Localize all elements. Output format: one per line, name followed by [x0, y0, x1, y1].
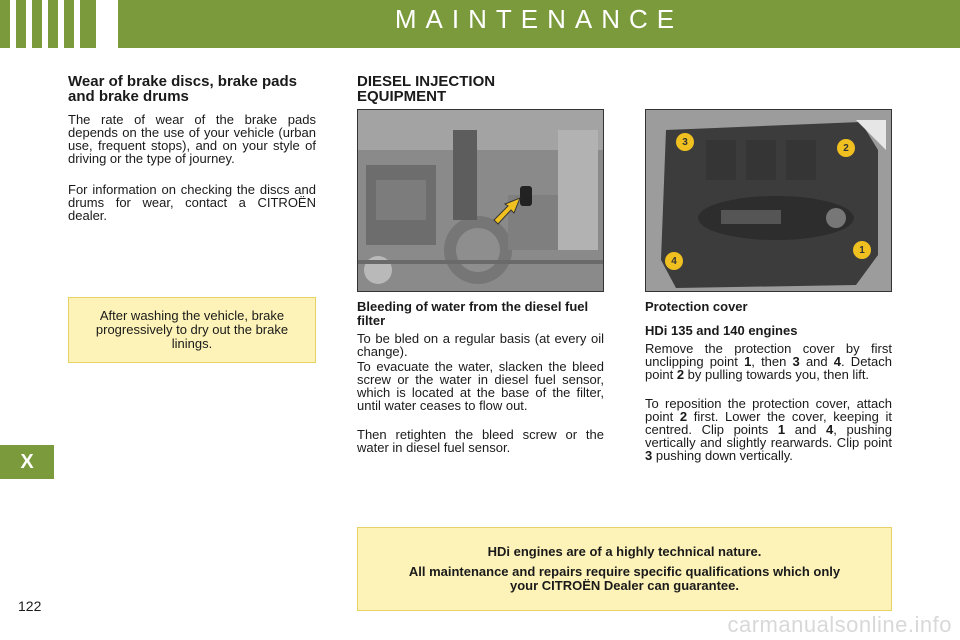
header-stripe — [58, 0, 64, 48]
page-title: MAINTENANCE — [394, 4, 684, 34]
watermark: carmanualsonline.info — [727, 612, 952, 637]
hdi-technical-note — [357, 527, 892, 611]
protection-cover-heading: Protection cover — [645, 299, 748, 314]
header-stripe — [26, 0, 32, 48]
bleeding-heading: Bleeding of water from the diesel fuel filter — [357, 299, 589, 328]
bleeding-paragraph-2: To evacuate the water, slacken the bleed screw or the water in diesel fuel sensor, which is located at the base of the filter, until water ceases to flow out. — [357, 359, 604, 413]
diesel-injection-heading: DIESEL INJECTION EQUIPMENT — [357, 73, 496, 105]
header-stripe — [10, 0, 16, 48]
cover-point-marker: 3 — [676, 133, 694, 151]
header-stripe — [42, 0, 48, 48]
cover-point-marker: 1 — [853, 241, 871, 259]
page-number: 122 — [18, 598, 42, 614]
brake-washing-note-text: After washing the vehicle, brake progressively to dry out the brake linings. — [95, 308, 289, 351]
brake-washing-note — [68, 297, 316, 363]
section-tab-x[interactable]: X — [0, 445, 54, 479]
protection-cover-photo — [645, 109, 892, 292]
brake-dealer-paragraph: For information on checking the discs and drums for wear, contact a CITROËN dealer. — [68, 182, 316, 223]
hdi-engines-heading: HDi 135 and 140 engines — [645, 323, 798, 338]
page-header — [0, 0, 960, 48]
cover-point-marker: 2 — [837, 139, 855, 157]
brake-wear-paragraph: The rate of wear of the brake pads depends on the use of your vehicle (urban use, frequent stops), and on your style of driving or the type of journey. — [68, 112, 316, 166]
brake-wear-heading: Wear of brake discs, brake pads and brake drums — [68, 73, 297, 105]
fuel-filter-photo — [357, 109, 604, 292]
header-stripes — [10, 0, 80, 48]
header-stripe — [74, 0, 80, 48]
fuel-filter-illustration — [358, 110, 604, 292]
header-stripe-box — [96, 0, 118, 48]
bleeding-paragraph-1: To be bled on a regular basis (at every oil change). — [357, 331, 604, 359]
bleeding-paragraph-3: Then retighten the bleed screw or the water in diesel fuel sensor. — [357, 427, 604, 455]
cover-remove-paragraph: Remove the protection cover by first unclipping point 1, then 3 and 4. Detach point 2 by pulling towards you, then lift. — [645, 341, 892, 382]
hdi-technical-note-line-1: HDi engines are of a highly technical nature. — [487, 544, 762, 559]
cover-reposition-paragraph: To reposition the protection cover, attach point 2 first. Lower the cover, keeping it centred. Clip points 1 and 4, pushing vertically and slightly rearwards. Clip point 3 pushing down vertically. — [645, 396, 893, 463]
hdi-technical-note-line-2: All maintenance and repairs require specific qualifications which only your CITROËN Dealer can guarantee. — [408, 564, 841, 593]
cover-point-marker: 4 — [665, 252, 683, 270]
